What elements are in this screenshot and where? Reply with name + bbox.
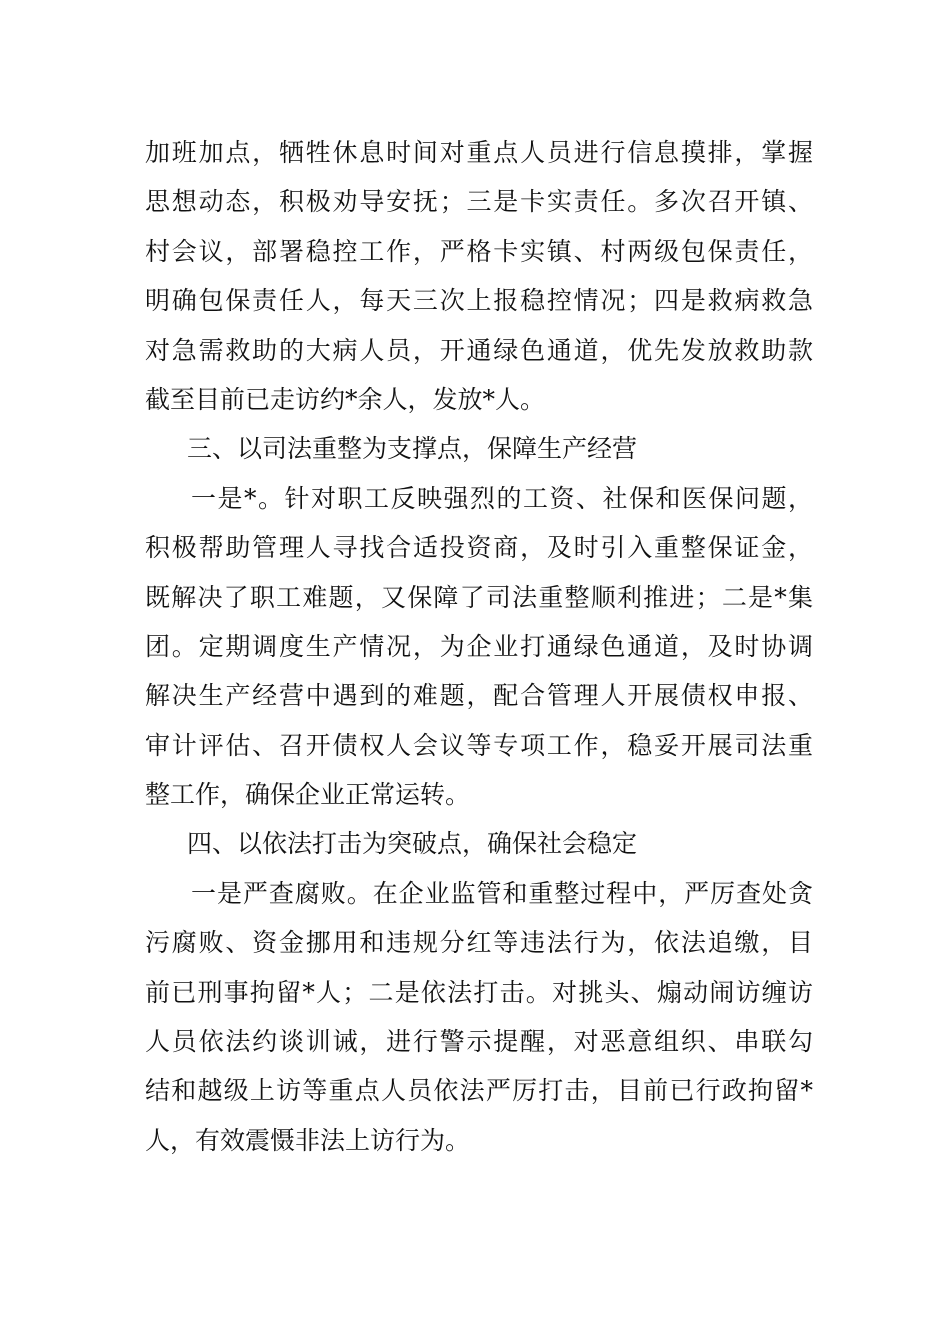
body-line: 解决生产经营中遇到的难题，配合管理人开展债权申报、	[145, 681, 813, 711]
body-line: 整工作，确保企业正常运转。	[145, 780, 471, 810]
body-line: 对急需救助的大病人员，开通绿色通道，优先发放救助款	[145, 335, 813, 365]
body-line: 一是严查腐败。在企业监管和重整过程中，严厉查处贪	[191, 878, 813, 908]
body-line: 审计评估、召开债权人会议等专项工作，稳妥开展司法重	[145, 730, 813, 760]
body-line: 思想动态，积极劝导安抚；三是卡实责任。多次召开镇、	[145, 187, 813, 217]
section-heading-3: 三、以司法重整为支撑点，保障生产经营	[187, 434, 638, 464]
body-line: 人，有效震慑非法上访行为。	[145, 1125, 471, 1155]
body-line: 加班加点，牺牲休息时间对重点人员进行信息摸排，掌握	[145, 138, 813, 167]
body-line: 村会议，部署稳控工作，严格卡实镇、村两级包保责任，	[145, 236, 813, 266]
body-line: 人员依法约谈训诫，进行警示提醒，对恶意组织、串联勾	[145, 1027, 813, 1057]
section-heading-4: 四、以依法打击为突破点，确保社会稳定	[187, 829, 638, 859]
body-line: 截至目前已走访约*余人，发放*人。	[145, 384, 546, 414]
body-line: 积极帮助管理人寻找合适投资商，及时引入重整保证金，	[145, 533, 813, 563]
body-line: 明确包保责任人，每天三次上报稳控情况；四是救病救急	[145, 286, 813, 316]
body-line: 前已刑事拘留*人；二是依法打击。对挑头、煽动闹访缠访	[145, 977, 813, 1007]
body-line: 污腐败、资金挪用和违规分红等违法行为，依法追缴，目	[145, 928, 813, 958]
body-line: 结和越级上访等重点人员依法严厉打击，目前已行政拘留*	[145, 1076, 813, 1106]
document-body	[145, 128, 813, 1165]
body-line: 既解决了职工难题，又保障了司法重整顺利推进；二是*集	[145, 582, 813, 612]
body-line: 团。定期调度生产情况，为企业打通绿色通道，及时协调	[145, 631, 813, 661]
body-line: 一是*。针对职工反映强烈的工资、社保和医保问题，	[191, 483, 813, 513]
